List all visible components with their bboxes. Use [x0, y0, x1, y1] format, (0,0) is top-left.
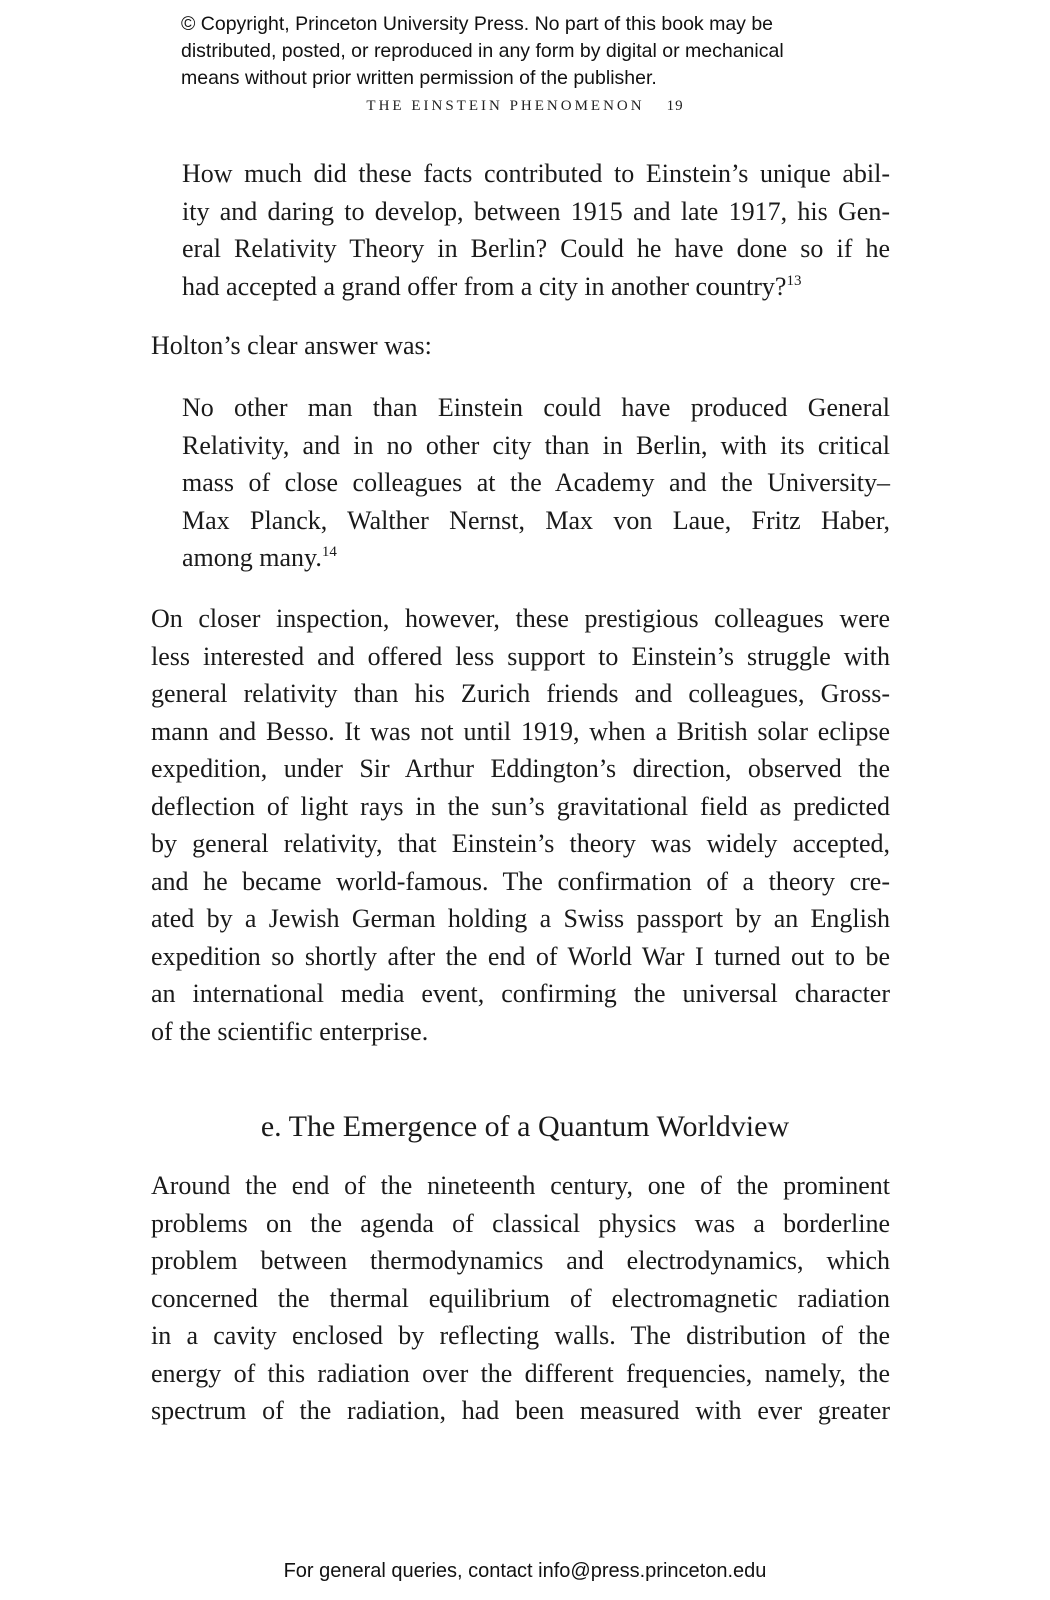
holton-line: Holton’s clear answer was:: [151, 331, 432, 360]
footnote-ref: 14: [321, 544, 337, 560]
text-line: in a cavity enclosed by reflecting walls. The distribution of the: [151, 1321, 890, 1350]
text-line: Max Planck, Walther Nernst, Max von Laue, Fritz Haber,: [182, 505, 890, 535]
text-line: No other man than Einstein could have produced General: [182, 393, 890, 422]
text-line: [182, 539, 890, 577]
text-line: Relativity, and in no other city than in Berlin, with its critical: [182, 430, 890, 460]
copyright-notice: [181, 11, 784, 92]
section-heading: e. The Emergence of a Quantum Worldview: [260, 1110, 790, 1143]
text-line: general relativity than his Zurich friends and colleagues, Gross-: [151, 679, 890, 708]
text-line: problem between thermodynamics and electrodynamics, which: [151, 1246, 890, 1275]
text-line: mass of close colleagues at the Academy and the University–: [182, 468, 890, 497]
text-line: concerned the thermal equilibrium of electromagnetic radiation: [151, 1283, 890, 1313]
text-line: mann and Besso. It was not until 1919, when a British solar eclipse: [151, 716, 890, 746]
text-line: an international media event, confirming the universal character: [151, 979, 890, 1008]
text-line: ated by a Jewish German holding a Swiss passport by an English: [151, 904, 890, 933]
text-line: of the scientific enterprise.: [151, 1016, 429, 1046]
copyright-line: © Copyright, Princeton University Press. No part of this book may be: [181, 13, 774, 35]
text-line: ity and daring to develop, between 1915 and late 1917, his Gen-: [182, 196, 890, 226]
text-line: How much did these facts contributed to Einstein’s unique abil-: [182, 159, 890, 188]
copyright-line: distributed, posted, or reproduced in any form by digital or mechanical: [181, 40, 784, 62]
paragraph-1: [151, 600, 890, 1050]
page-number: 19: [666, 98, 684, 114]
footer-contact: For general queries, contact info@press.princeton.edu: [283, 1560, 767, 1582]
text-line: and he became world-famous. The confirmation of a theory cre-: [151, 866, 890, 896]
paragraph-2: [151, 1167, 890, 1430]
text-line: problems on the agenda of classical physics was a borderline: [151, 1208, 890, 1238]
text-line-content: among many.: [182, 543, 322, 572]
running-head: [0, 98, 1050, 115]
copyright-line: means without prior written permission of the publisher.: [181, 67, 657, 89]
text-line: energy of this radiation over the different frequencies, namely, the: [151, 1358, 890, 1388]
footnote-ref: 13: [786, 272, 802, 289]
text-line-content: had accepted a grand offer from a city in another country?: [182, 271, 787, 301]
block-quote-2: [182, 389, 890, 577]
running-head-title: THE EINSTEIN PHENOMENON: [366, 98, 645, 114]
text-line: Around the end of the nineteenth century, one of the prominent: [151, 1171, 890, 1200]
text-line: deflection of light rays in the sun’s gravitational field as predicted: [151, 791, 890, 821]
text-line: [182, 268, 890, 306]
text-line: by general relativity, that Einstein’s theory was widely accepted,: [151, 829, 890, 858]
text-line: less interested and offered less support to Einstein’s struggle with: [151, 641, 890, 671]
text-line: expedition so shortly after the end of World War I turned out to be: [151, 941, 890, 971]
text-line: eral Relativity Theory in Berlin? Could he have done so if he: [182, 234, 890, 263]
text-line: On closer inspection, however, these prestigious colleagues were: [151, 604, 890, 633]
text-line: expedition, under Sir Arthur Eddington’s direction, observed the: [151, 754, 890, 783]
text-line: spectrum of the radiation, had been measured with ever greater: [151, 1396, 890, 1425]
block-quote-1: [182, 155, 890, 305]
